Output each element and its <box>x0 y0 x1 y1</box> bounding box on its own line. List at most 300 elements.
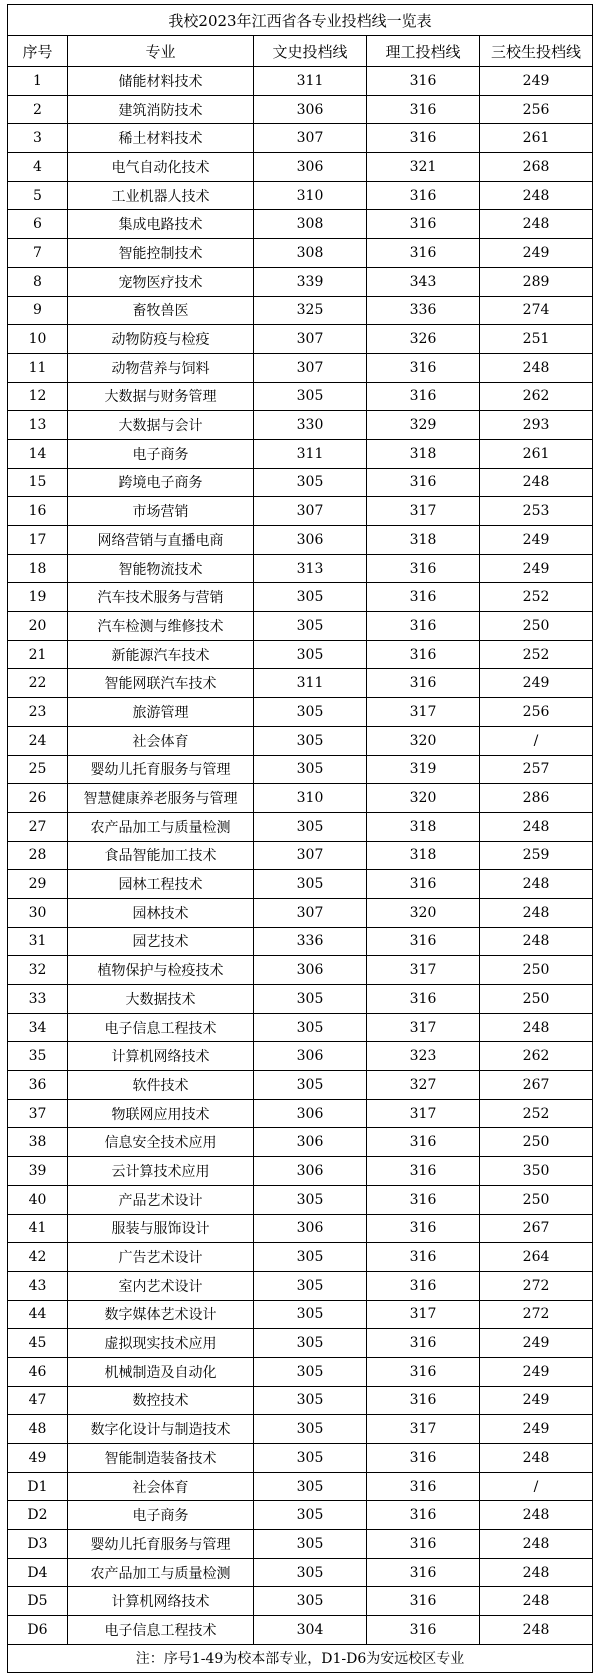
cell-vocational-score: 248 <box>480 1616 593 1645</box>
cell-liberal-arts-score: 305 <box>254 1300 367 1329</box>
table-row <box>8 67 593 96</box>
cell-index: 12 <box>8 382 68 411</box>
cell-vocational-score: 249 <box>480 669 593 698</box>
cell-index: D2 <box>8 1501 68 1530</box>
cell-index: 16 <box>8 497 68 526</box>
cell-index: 40 <box>8 1185 68 1214</box>
cell-major: 储能材料技术 <box>68 67 254 96</box>
cell-science-score: 316 <box>367 1472 480 1501</box>
cell-index: 8 <box>8 267 68 296</box>
cell-index: 34 <box>8 1013 68 1042</box>
header-index: 序号 <box>8 36 68 67</box>
cell-major: 大数据技术 <box>68 985 254 1014</box>
header-science-score: 理工投档线 <box>367 36 480 67</box>
cell-science-score: 316 <box>367 583 480 612</box>
cell-major: 汽车技术服务与营销 <box>68 583 254 612</box>
cell-vocational-score: 249 <box>480 1357 593 1386</box>
cell-science-score: 316 <box>367 181 480 210</box>
cell-index: 28 <box>8 841 68 870</box>
cell-science-score: 316 <box>367 67 480 96</box>
cell-index: 6 <box>8 210 68 239</box>
cell-science-score: 316 <box>367 210 480 239</box>
cell-science-score: 317 <box>367 1415 480 1444</box>
table-row <box>8 669 593 698</box>
cell-liberal-arts-score: 313 <box>254 554 367 583</box>
cell-science-score: 317 <box>367 497 480 526</box>
cell-liberal-arts-score: 305 <box>254 1472 367 1501</box>
cell-index: 43 <box>8 1271 68 1300</box>
cell-vocational-score: 248 <box>480 210 593 239</box>
cell-vocational-score: 262 <box>480 382 593 411</box>
cell-vocational-score: 286 <box>480 784 593 813</box>
cell-index: 26 <box>8 784 68 813</box>
cell-vocational-score: 250 <box>480 1185 593 1214</box>
cell-science-score: 317 <box>367 956 480 985</box>
cell-index: 21 <box>8 640 68 669</box>
header-vocational-score: 三校生投档线 <box>480 36 593 67</box>
cell-index: 25 <box>8 755 68 784</box>
cell-liberal-arts-score: 305 <box>254 1357 367 1386</box>
table-title: 我校2023年江西省各专业投档线一览表 <box>8 5 593 36</box>
cell-vocational-score: 267 <box>480 1071 593 1100</box>
cell-index: 41 <box>8 1214 68 1243</box>
cell-index: 22 <box>8 669 68 698</box>
cell-index: 39 <box>8 1157 68 1186</box>
cell-index: 3 <box>8 124 68 153</box>
cell-major: 农产品加工与质量检测 <box>68 812 254 841</box>
cell-major: 机械制造及自动化 <box>68 1357 254 1386</box>
cell-science-score: 316 <box>367 1243 480 1272</box>
table-row <box>8 1243 593 1272</box>
cell-liberal-arts-score: 304 <box>254 1616 367 1645</box>
cell-vocational-score: 248 <box>480 870 593 899</box>
cell-index: D6 <box>8 1616 68 1645</box>
cell-major: 智能控制技术 <box>68 239 254 268</box>
cell-liberal-arts-score: 307 <box>254 497 367 526</box>
cell-liberal-arts-score: 307 <box>254 898 367 927</box>
cell-vocational-score: 249 <box>480 239 593 268</box>
cell-major: 婴幼儿托育服务与管理 <box>68 1530 254 1559</box>
table-note: 注：序号1-49为校本部专业，D1-D6为安远校区专业 <box>8 1644 593 1672</box>
cell-liberal-arts-score: 305 <box>254 1386 367 1415</box>
cell-major: 新能源汽车技术 <box>68 640 254 669</box>
cell-major: 智能制造装备技术 <box>68 1444 254 1473</box>
cell-liberal-arts-score: 305 <box>254 1587 367 1616</box>
cell-vocational-score: 253 <box>480 497 593 526</box>
cell-liberal-arts-score: 311 <box>254 669 367 698</box>
cell-index: 45 <box>8 1329 68 1358</box>
cell-liberal-arts-score: 307 <box>254 325 367 354</box>
cell-vocational-score: 248 <box>480 812 593 841</box>
table-row <box>8 1386 593 1415</box>
header-major: 专业 <box>68 36 254 67</box>
cell-science-score: 316 <box>367 353 480 382</box>
cell-science-score: 316 <box>367 1501 480 1530</box>
cell-liberal-arts-score: 310 <box>254 181 367 210</box>
cell-liberal-arts-score: 306 <box>254 526 367 555</box>
cell-vocational-score: / <box>480 1472 593 1501</box>
cell-science-score: 326 <box>367 325 480 354</box>
cell-liberal-arts-score: 305 <box>254 1501 367 1530</box>
table-row <box>8 526 593 555</box>
cell-vocational-score: / <box>480 726 593 755</box>
table-row <box>8 382 593 411</box>
table-row <box>8 1558 593 1587</box>
table-row <box>8 640 593 669</box>
cell-science-score: 316 <box>367 95 480 124</box>
cell-vocational-score: 274 <box>480 296 593 325</box>
table-row <box>8 210 593 239</box>
table-row <box>8 841 593 870</box>
cell-liberal-arts-score: 305 <box>254 812 367 841</box>
cell-index: 1 <box>8 67 68 96</box>
cell-major: 智慧健康养老服务与管理 <box>68 784 254 813</box>
cell-liberal-arts-score: 305 <box>254 583 367 612</box>
cell-liberal-arts-score: 307 <box>254 124 367 153</box>
cell-index: 20 <box>8 612 68 641</box>
cell-index: 18 <box>8 554 68 583</box>
cell-vocational-score: 252 <box>480 1099 593 1128</box>
cell-major: 数字化设计与制造技术 <box>68 1415 254 1444</box>
cell-science-score: 316 <box>367 1128 480 1157</box>
cell-vocational-score: 249 <box>480 554 593 583</box>
cell-major: 动物营养与饲料 <box>68 353 254 382</box>
cell-vocational-score: 248 <box>480 181 593 210</box>
cell-science-score: 327 <box>367 1071 480 1100</box>
cell-science-score: 316 <box>367 985 480 1014</box>
cell-major: 物联网应用技术 <box>68 1099 254 1128</box>
table-row <box>8 153 593 182</box>
cell-science-score: 320 <box>367 726 480 755</box>
cell-index: 32 <box>8 956 68 985</box>
cell-major: 宠物医疗技术 <box>68 267 254 296</box>
cell-vocational-score: 250 <box>480 612 593 641</box>
cell-science-score: 316 <box>367 1157 480 1186</box>
cell-science-score: 336 <box>367 296 480 325</box>
cell-index: 38 <box>8 1128 68 1157</box>
cell-index: D1 <box>8 1472 68 1501</box>
cell-major: 市场营销 <box>68 497 254 526</box>
cell-science-score: 316 <box>367 640 480 669</box>
cell-science-score: 316 <box>367 1444 480 1473</box>
table-row <box>8 784 593 813</box>
cell-vocational-score: 261 <box>480 124 593 153</box>
cell-liberal-arts-score: 339 <box>254 267 367 296</box>
cell-liberal-arts-score: 305 <box>254 1071 367 1100</box>
cell-liberal-arts-score: 311 <box>254 67 367 96</box>
table-row <box>8 870 593 899</box>
cell-major: 虚拟现实技术应用 <box>68 1329 254 1358</box>
cell-index: 30 <box>8 898 68 927</box>
cell-science-score: 316 <box>367 1587 480 1616</box>
cell-vocational-score: 267 <box>480 1214 593 1243</box>
cell-vocational-score: 248 <box>480 468 593 497</box>
cell-liberal-arts-score: 308 <box>254 210 367 239</box>
cell-major: 软件技术 <box>68 1071 254 1100</box>
cell-liberal-arts-score: 325 <box>254 296 367 325</box>
cell-major: 计算机网络技术 <box>68 1587 254 1616</box>
table-row <box>8 985 593 1014</box>
cell-major: 网络营销与直播电商 <box>68 526 254 555</box>
cell-science-score: 316 <box>367 669 480 698</box>
cell-science-score: 320 <box>367 784 480 813</box>
table-row <box>8 1587 593 1616</box>
table-row <box>8 755 593 784</box>
table-row <box>8 181 593 210</box>
table-row <box>8 812 593 841</box>
table-row <box>8 1042 593 1071</box>
cell-liberal-arts-score: 305 <box>254 1444 367 1473</box>
cell-liberal-arts-score: 330 <box>254 411 367 440</box>
cell-major: 大数据与财务管理 <box>68 382 254 411</box>
cell-science-score: 317 <box>367 698 480 727</box>
cell-index: 44 <box>8 1300 68 1329</box>
cell-vocational-score: 264 <box>480 1243 593 1272</box>
table-row <box>8 554 593 583</box>
cell-science-score: 317 <box>367 1013 480 1042</box>
cell-vocational-score: 249 <box>480 1386 593 1415</box>
table-row <box>8 468 593 497</box>
cell-liberal-arts-score: 305 <box>254 1185 367 1214</box>
cell-major: 智能网联汽车技术 <box>68 669 254 698</box>
table-row <box>8 1099 593 1128</box>
table-row <box>8 497 593 526</box>
cell-vocational-score: 250 <box>480 1128 593 1157</box>
cell-liberal-arts-score: 305 <box>254 1013 367 1042</box>
cell-science-score: 319 <box>367 755 480 784</box>
cell-vocational-score: 249 <box>480 1329 593 1358</box>
cell-major: 数控技术 <box>68 1386 254 1415</box>
cell-vocational-score: 248 <box>480 898 593 927</box>
cell-liberal-arts-score: 306 <box>254 1157 367 1186</box>
cell-vocational-score: 248 <box>480 1587 593 1616</box>
note-row <box>8 1644 593 1672</box>
table-row <box>8 353 593 382</box>
cell-liberal-arts-score: 305 <box>254 382 367 411</box>
cell-vocational-score: 251 <box>480 325 593 354</box>
table-row <box>8 927 593 956</box>
cell-index: 46 <box>8 1357 68 1386</box>
cell-liberal-arts-score: 336 <box>254 927 367 956</box>
table-row <box>8 1530 593 1559</box>
cell-major: 工业机器人技术 <box>68 181 254 210</box>
cell-vocational-score: 252 <box>480 583 593 612</box>
cell-science-score: 318 <box>367 812 480 841</box>
cell-major: 动物防疫与检疫 <box>68 325 254 354</box>
cell-index: 13 <box>8 411 68 440</box>
cell-index: 17 <box>8 526 68 555</box>
cell-liberal-arts-score: 308 <box>254 239 367 268</box>
cell-major: 服装与服饰设计 <box>68 1214 254 1243</box>
table-row <box>8 1616 593 1645</box>
table-row <box>8 1300 593 1329</box>
cell-science-score: 316 <box>367 1386 480 1415</box>
cell-major: 园林技术 <box>68 898 254 927</box>
cell-major: 电子信息工程技术 <box>68 1616 254 1645</box>
cell-major: 信息安全技术应用 <box>68 1128 254 1157</box>
cell-major: 婴幼儿托育服务与管理 <box>68 755 254 784</box>
table-row <box>8 296 593 325</box>
cell-index: 35 <box>8 1042 68 1071</box>
cell-liberal-arts-score: 310 <box>254 784 367 813</box>
cell-vocational-score: 250 <box>480 985 593 1014</box>
cell-major: 广告艺术设计 <box>68 1243 254 1272</box>
cell-vocational-score: 252 <box>480 640 593 669</box>
table-row <box>8 124 593 153</box>
cell-vocational-score: 262 <box>480 1042 593 1071</box>
cell-vocational-score: 248 <box>480 1530 593 1559</box>
cell-major: 计算机网络技术 <box>68 1042 254 1071</box>
cell-science-score: 316 <box>367 1616 480 1645</box>
cell-vocational-score: 248 <box>480 1501 593 1530</box>
cell-major: 电子商务 <box>68 1501 254 1530</box>
cell-liberal-arts-score: 306 <box>254 1099 367 1128</box>
table-row <box>8 1185 593 1214</box>
cell-major: 室内艺术设计 <box>68 1271 254 1300</box>
table-row <box>8 1271 593 1300</box>
cell-vocational-score: 248 <box>480 927 593 956</box>
cell-index: 47 <box>8 1386 68 1415</box>
cell-science-score: 316 <box>367 1357 480 1386</box>
cell-major: 电子商务 <box>68 439 254 468</box>
cell-index: 2 <box>8 95 68 124</box>
cell-major: 电气自动化技术 <box>68 153 254 182</box>
cell-major: 产品艺术设计 <box>68 1185 254 1214</box>
header-liberal-arts-score: 文史投档线 <box>254 36 367 67</box>
cell-major: 旅游管理 <box>68 698 254 727</box>
table-row <box>8 1128 593 1157</box>
cell-science-score: 320 <box>367 898 480 927</box>
table-row <box>8 1472 593 1501</box>
cell-index: 29 <box>8 870 68 899</box>
cell-liberal-arts-score: 306 <box>254 153 367 182</box>
cell-science-score: 318 <box>367 841 480 870</box>
cell-index: 23 <box>8 698 68 727</box>
cell-major: 汽车检测与维修技术 <box>68 612 254 641</box>
cell-liberal-arts-score: 305 <box>254 726 367 755</box>
cell-major: 稀土材料技术 <box>68 124 254 153</box>
cell-science-score: 318 <box>367 439 480 468</box>
cell-index: 24 <box>8 726 68 755</box>
cell-index: 5 <box>8 181 68 210</box>
cell-index: 33 <box>8 985 68 1014</box>
cell-science-score: 316 <box>367 870 480 899</box>
admission-score-table <box>7 4 593 1673</box>
cell-vocational-score: 256 <box>480 95 593 124</box>
cell-liberal-arts-score: 306 <box>254 1128 367 1157</box>
cell-science-score: 316 <box>367 1185 480 1214</box>
cell-major: 社会体育 <box>68 726 254 755</box>
cell-major: 大数据与会计 <box>68 411 254 440</box>
cell-liberal-arts-score: 307 <box>254 841 367 870</box>
cell-vocational-score: 350 <box>480 1157 593 1186</box>
cell-major: 建筑消防技术 <box>68 95 254 124</box>
cell-liberal-arts-score: 305 <box>254 1415 367 1444</box>
table-row <box>8 1157 593 1186</box>
cell-science-score: 329 <box>367 411 480 440</box>
cell-major: 植物保护与检疫技术 <box>68 956 254 985</box>
cell-vocational-score: 272 <box>480 1271 593 1300</box>
cell-science-score: 316 <box>367 1530 480 1559</box>
cell-liberal-arts-score: 305 <box>254 755 367 784</box>
table-row <box>8 1013 593 1042</box>
table-row <box>8 898 593 927</box>
table-row <box>8 612 593 641</box>
table-row <box>8 439 593 468</box>
cell-index: 4 <box>8 153 68 182</box>
cell-liberal-arts-score: 305 <box>254 870 367 899</box>
cell-liberal-arts-score: 305 <box>254 1329 367 1358</box>
cell-liberal-arts-score: 306 <box>254 95 367 124</box>
admission-score-table-container <box>7 4 592 1673</box>
cell-liberal-arts-score: 305 <box>254 468 367 497</box>
cell-vocational-score: 256 <box>480 698 593 727</box>
cell-index: 7 <box>8 239 68 268</box>
cell-index: 49 <box>8 1444 68 1473</box>
table-row <box>8 267 593 296</box>
cell-science-score: 316 <box>367 124 480 153</box>
cell-liberal-arts-score: 306 <box>254 956 367 985</box>
cell-science-score: 316 <box>367 239 480 268</box>
table-row <box>8 239 593 268</box>
cell-vocational-score: 289 <box>480 267 593 296</box>
cell-vocational-score: 259 <box>480 841 593 870</box>
cell-index: D3 <box>8 1530 68 1559</box>
cell-vocational-score: 272 <box>480 1300 593 1329</box>
cell-vocational-score: 249 <box>480 67 593 96</box>
table-row <box>8 956 593 985</box>
cell-vocational-score: 261 <box>480 439 593 468</box>
cell-liberal-arts-score: 305 <box>254 1530 367 1559</box>
table-body <box>8 5 593 1673</box>
cell-liberal-arts-score: 305 <box>254 612 367 641</box>
cell-science-score: 316 <box>367 1214 480 1243</box>
title-row <box>8 5 593 36</box>
cell-liberal-arts-score: 305 <box>254 640 367 669</box>
cell-index: 27 <box>8 812 68 841</box>
table-row <box>8 698 593 727</box>
cell-index: 37 <box>8 1099 68 1128</box>
cell-liberal-arts-score: 307 <box>254 353 367 382</box>
cell-science-score: 343 <box>367 267 480 296</box>
cell-index: 31 <box>8 927 68 956</box>
table-row <box>8 95 593 124</box>
cell-vocational-score: 249 <box>480 526 593 555</box>
cell-science-score: 321 <box>367 153 480 182</box>
cell-vocational-score: 293 <box>480 411 593 440</box>
table-row <box>8 411 593 440</box>
table-row <box>8 1444 593 1473</box>
cell-science-score: 316 <box>367 382 480 411</box>
cell-liberal-arts-score: 306 <box>254 1214 367 1243</box>
header-row <box>8 36 593 67</box>
table-row <box>8 583 593 612</box>
cell-vocational-score: 248 <box>480 1013 593 1042</box>
cell-liberal-arts-score: 305 <box>254 1243 367 1272</box>
cell-major: 云计算技术应用 <box>68 1157 254 1186</box>
cell-major: 电子信息工程技术 <box>68 1013 254 1042</box>
table-row <box>8 1214 593 1243</box>
cell-major: 数字媒体艺术设计 <box>68 1300 254 1329</box>
cell-science-score: 316 <box>367 612 480 641</box>
cell-index: 15 <box>8 468 68 497</box>
cell-major: 集成电路技术 <box>68 210 254 239</box>
table-row <box>8 1357 593 1386</box>
cell-index: 11 <box>8 353 68 382</box>
cell-index: 36 <box>8 1071 68 1100</box>
table-row <box>8 1071 593 1100</box>
cell-index: 42 <box>8 1243 68 1272</box>
